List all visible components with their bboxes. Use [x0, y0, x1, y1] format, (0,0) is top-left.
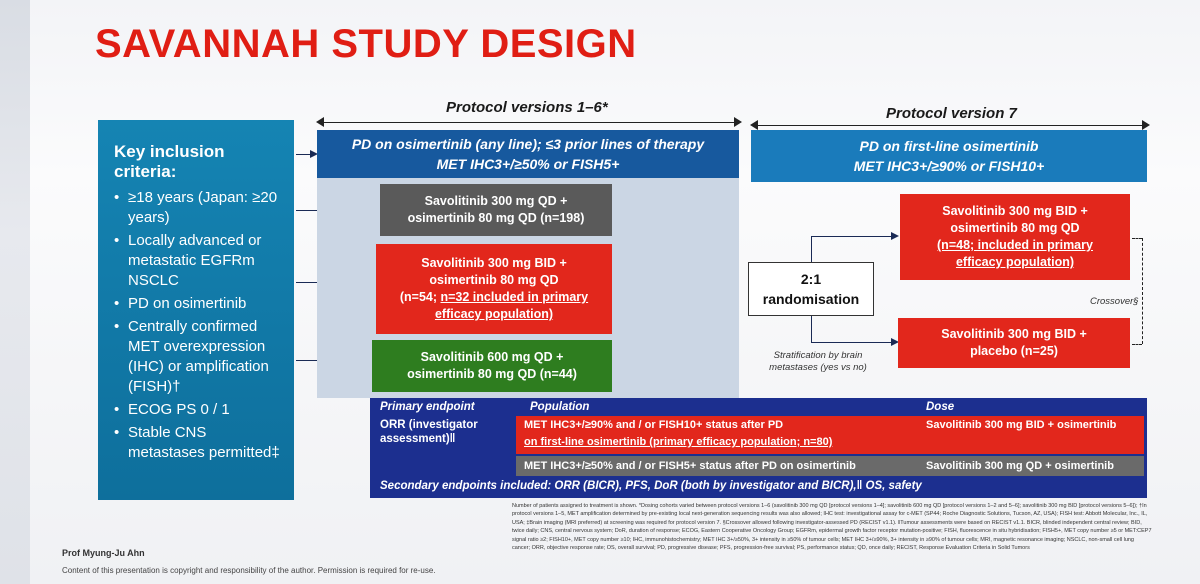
- list-item: • PD on osimertinib: [114, 294, 280, 314]
- crossover-line-bottom: [1132, 344, 1142, 345]
- footnotes: Number of patients assigned to treatment is shown. *Dosing cohorts varied between protocol versions 1–6 (savolitinib 300 mg QD [protocol versions 1–4]; savolitinib 600 mg QD [protocol versions 1–2 and 5–6]; savolitinib 300 mg BID [protocol versions 5–6]); †In protocol versions 1–5, MET amplification determined by pre-existing local next-generation sequencing results was also allowed; IHC test: investigational assay for c-MET (SP44; Roche Diagnostic Solutions, Tucson, AZ, USA); FISH test: Abbott Molecular, Inc., IL, USA; ‡Brain imaging (MRI preferred) at screening was required for protocol version 7. §Crossover allowed following investigator-assessed PD (RECIST v1.1). ‖Tumour assessments were based on RECIST v1.1. BICR, blinded independent central review; BID, twice daily; CNS, central nervous system; DoR, duration of response; ECOG, Eastern Cooperative Oncology Group; EGFRm, epidermal growth factor receptor mutation-positive; FISH, fluorescence in situ hybridisation; FISH5+, MET copy number ≥5 or MET:CEP7 signal ratio ≥2; FISH10+, MET copy number ≥10; IHC, immunohistochemistry; MET IHC 3+/≥50%, 3+ intensity in ≥50% of tumour cells; MET IHC 3+/≥90%, 3+ intensity in ≥90% of tumour cells; MRI, magnetic resonance imaging; NSCLC, non-small cell lung cancer; ORR, objective response rate; OS, overall survival; PD, progressive disease; PFS, progression-free survival; PS, performance status; QD, once daily; RECIST, Response Evaluation Criteria in Solid Tumors: [512, 503, 1152, 552]
- population-row-secondary: MET IHC3+/≥50% and / or FISH5+ status after PD on osimertinib Savolitinib 300 mg QD + osimertinib: [516, 456, 1144, 476]
- crossover-line: [1142, 238, 1143, 344]
- secondary-endpoints: Secondary endpoints included: ORR (BICR), PFS, DoR (both by investigator and BICR),‖ OS, safety: [380, 480, 922, 492]
- v1-arm-300qd: Savolitinib 300 mg QD + osimertinib 80 mg QD (n=198): [380, 184, 612, 236]
- protocol-v1-header: PD on osimertinib (any line); ≤3 prior lines of therapy MET IHC3+/≥50% or FISH5+: [317, 130, 739, 178]
- protocol-v7-header: PD on first-line osimertinib MET IHC3+/≥90% or FISH10+: [751, 130, 1147, 182]
- dose-header: Dose: [926, 401, 955, 413]
- rand-line-up: [811, 236, 812, 262]
- arrow-to-v7-arm2: [811, 342, 897, 343]
- copyright-notice: Content of this presentation is copyright and responsibility of the author. Permission is required for re-use.: [62, 566, 436, 575]
- protocol-v1-bracket: [318, 122, 740, 123]
- primary-endpoint-header: Primary endpoint: [380, 401, 475, 413]
- list-item: • Stable CNS metastases permitted‡: [114, 423, 280, 463]
- slide-title: SAVANNAH STUDY DESIGN: [95, 22, 637, 66]
- stratification-note: Stratification by brain metastases (yes vs no): [769, 350, 867, 373]
- inclusion-heading: Key inclusion criteria:: [114, 142, 225, 181]
- population-header: Population: [530, 401, 590, 413]
- arrow-to-v7-arm1: [811, 236, 897, 237]
- list-item: • Locally advanced or metastatic EGFRm NSCLC: [114, 231, 280, 291]
- inclusion-list: [114, 188, 280, 463]
- list-item: • Centrally confirmed MET overexpression (IHC) or amplification (FISH)†: [114, 317, 280, 397]
- population-row-primary: MET IHC3+/≥90% and / or FISH10+ status after PD on first-line osimertinib (primary efficacy population; n=80) Savolitinib 300 mg BID + osimertinib: [516, 416, 1144, 454]
- crossover-line-top: [1132, 238, 1142, 239]
- list-item: • ≥18 years (Japan: ≥20 years): [114, 188, 280, 228]
- protocol-v7-label: Protocol version 7: [886, 105, 1017, 122]
- rand-line-down: [811, 316, 812, 342]
- primary-endpoint: ORR (investigator assessment)‖: [380, 419, 478, 445]
- protocol-v7-bracket: [752, 125, 1148, 126]
- crossover-label: Crossover§: [1090, 296, 1139, 307]
- v7-arm-placebo: Savolitinib 300 mg BID + placebo (n=25): [898, 318, 1130, 368]
- v1-arm-600qd: Savolitinib 600 mg QD + osimertinib 80 mg QD (n=44): [372, 340, 612, 392]
- list-item: • ECOG PS 0 / 1: [114, 400, 280, 420]
- author: Prof Myung-Ju Ahn: [62, 548, 145, 558]
- inclusion-criteria-box: [98, 120, 294, 500]
- arrow-to-v1: [296, 154, 316, 155]
- endpoints-panel: [370, 398, 1147, 498]
- v7-arm-osimertinib: Savolitinib 300 mg BID + osimertinib 80 mg QD (n=48; included in primary efficacy population): [900, 194, 1130, 280]
- v1-arm-300bid: Savolitinib 300 mg BID + osimertinib 80 mg QD (n=54; n=32 included in primary efficacy population): [376, 244, 612, 334]
- protocol-v1-label: Protocol versions 1–6*: [446, 99, 608, 116]
- randomisation-box: 2:1 randomisation: [748, 262, 874, 316]
